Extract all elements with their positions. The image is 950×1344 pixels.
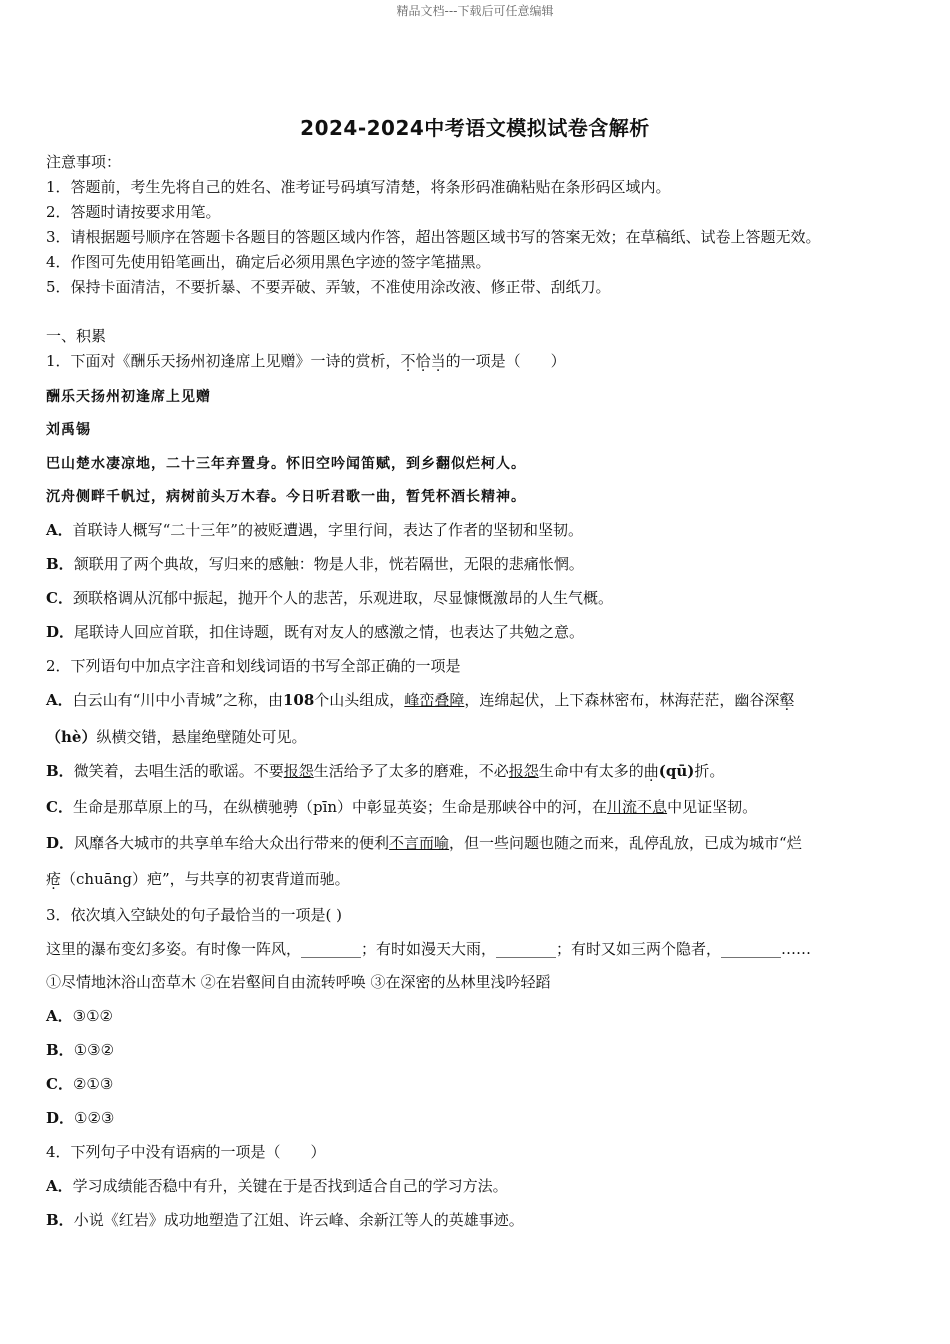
text-span: 首联诗人概写“二十三年”的被贬遭遇，字里行间，表达了作者的坚韧和坚韧。 [72,521,583,539]
text-span: ①②③ [74,1109,115,1127]
text-span: 生命是那草原上的马，在纵横驰 [72,798,283,816]
poem-title: 酬乐天扬州初逢席上见赠 [46,389,211,405]
text-span: B． [46,555,74,573]
text-span: 学习成绩能否稳中有升，关键在于是否找到适合自己的学习方法。 [72,1177,508,1195]
text-span: （hè） [46,728,97,746]
text-span: 颈联格调从沉郁中振起，抛开个人的悲苦，乐观进取，尽显慷慨激昂的人生气概。 [72,589,613,607]
text-span: 尾联诗人回应首联，扣住诗题，既有对友人的感激之情，也表达了共勉之意。 [74,623,585,641]
text-span: （pīn）中彰显英姿；生命是那峡谷中的河，在 [297,798,608,816]
text-span: B． [46,1211,74,1229]
q2-option-b [46,761,724,781]
text-span: ②①③ [72,1075,114,1093]
text-span: 1．下面对《酬乐天扬州初逢席上见赠》一诗的赏析， [46,352,401,370]
text-span: D． [46,834,75,852]
text-span: ①③② [73,1041,115,1059]
dotted-char: 不 [400,352,416,370]
text-span: A． [46,1177,73,1195]
text-span: 108 [282,691,315,709]
text-span: A． [46,521,73,539]
page-title: 2024-2024中考语文模拟试卷含解析 [300,116,650,140]
text-span: 白云山有“川中小青城”之称，由 [72,691,283,709]
underlined-word: 峰峦叠障 [404,691,465,709]
q4-option-a [46,1176,508,1196]
notice-item: 4．作图可先使用铅笔画出，确定后必须用黑色字迹的签字笔描黑。 [46,253,491,271]
q2-option-a-cont [46,727,306,747]
q3-text: 这里的瀑布变幻多姿。有时像一阵风，________；有时如漫天大雨，________；有时又如三两个隐者，________…… [46,940,812,958]
dotted-char: 骋 [282,798,298,816]
question-4-stem: 4．下列句子中没有语病的一项是（ ） [46,1143,326,1161]
notice-item: 3．请根据题号顺序在答题卡各题目的答题区域内作答，超出答题区域书写的答案无效；在草稿纸、试卷上答题无效。 [46,228,821,246]
text-span: C． [46,798,73,816]
text-span: 风靡各大城市的共享单车给大众出行带来的便利 [74,834,390,852]
q3-option-c [46,1074,113,1094]
question-1-stem [46,351,566,371]
q2-option-d [46,833,802,853]
text-span: 颔联用了两个典故，写归来的感触：物是人非，恍若隔世，无限的悲痛怅惘。 [73,555,584,573]
question-2-stem: 2．下列语句中加点字注音和划线词语的书写全部正确的一项是 [46,657,461,675]
dotted-char: 疮 [46,870,62,888]
text-span: 纵横交错，悬崖绝壁随处可见。 [96,728,307,746]
text-span: A． [46,691,73,709]
notice-item: 5．保持卡面清洁，不要折暴、不要弄破、弄皱，不准使用涂改液、修正带、刮纸刀。 [46,278,611,296]
dotted-char: 恰 [415,352,431,370]
poem-line: 沉舟侧畔千帆过，病树前头万木春。今日听君歌一曲，暂凭杯酒长精神。 [46,489,526,505]
text-span: 生命中有太多的 [538,762,644,780]
dotted-char: 壑 [779,691,795,709]
text-span: B． [46,762,74,780]
text-span: 中见证坚韧。 [667,798,758,816]
text-span: 生活给予了太多的磨难，不必 [313,762,509,780]
q1-option-d [46,622,584,642]
q2-option-c [46,797,757,817]
text-span: B． [46,1041,74,1059]
q3-choices: ①尽情地沐浴山峦草木 ②在岩壑间自由流转呼唤 ③在深密的丛林里浅吟轻蹈 [46,973,551,991]
q4-option-b [46,1210,524,1230]
text-span: （chuāng）疤”，与共享的初衷背道而驰。 [61,870,350,888]
q1-option-a [46,520,583,540]
underlined-word: 报怨 [283,762,314,780]
underlined-word: 不言而喻 [389,834,450,852]
notice-item: 1．答题前，考生先将自己的姓名、准考证号码填写清楚，将条形码准确粘贴在条形码区域内。 [46,178,671,196]
text-span: D． [46,623,75,641]
q1-option-c [46,588,613,608]
text-span: (qū) [658,762,695,780]
text-span: 个山头组成， [314,691,405,709]
notice-item: 2．答题时请按要求用笔。 [46,203,221,221]
text-span: ，连绵起伏，上下森林密布，林海茫茫，幽谷深 [464,691,780,709]
q2-option-a [46,690,794,710]
underlined-word: 报怨 [508,762,539,780]
header-note: 精品文档---下载后可任意编辑 [396,4,554,18]
section-heading: 一、积累 [46,327,107,345]
dotted-char: 曲 [643,762,659,780]
question-3-stem: 3．依次填入空缺处的句子最恰当的一项是( ) [46,906,343,924]
poem-author: 刘禹锡 [46,422,91,438]
text-span: 小说《红岩》成功地塑造了江姐、许云峰、余新江等人的英雄事迹。 [73,1211,524,1229]
q1-option-b [46,554,584,574]
text-span: 的一项是（ ） [445,352,566,370]
poem-line: 巴山楚水凄凉地，二十三年弃置身。怀旧空吟闻笛赋，到乡翻似烂柯人。 [46,456,526,472]
dotted-char: 当 [430,352,446,370]
text-span: C． [46,589,73,607]
q2-option-d-cont [46,869,350,889]
text-span: 微笑着，去唱生活的歌谣。不要 [73,762,284,780]
notice-heading: 注意事项： [46,153,122,171]
text-span: ③①② [72,1007,113,1025]
text-span: D． [46,1109,75,1127]
text-span: 折。 [694,762,725,780]
text-span: ，但一些问题也随之而来，乱停乱放，已成为城市“烂 [449,834,802,852]
q3-option-d [46,1108,114,1128]
text-span: A． [46,1007,73,1025]
q3-option-b [46,1040,114,1060]
q3-option-a [46,1006,113,1026]
underlined-word: 川流不息 [607,798,668,816]
text-span: C． [46,1075,73,1093]
